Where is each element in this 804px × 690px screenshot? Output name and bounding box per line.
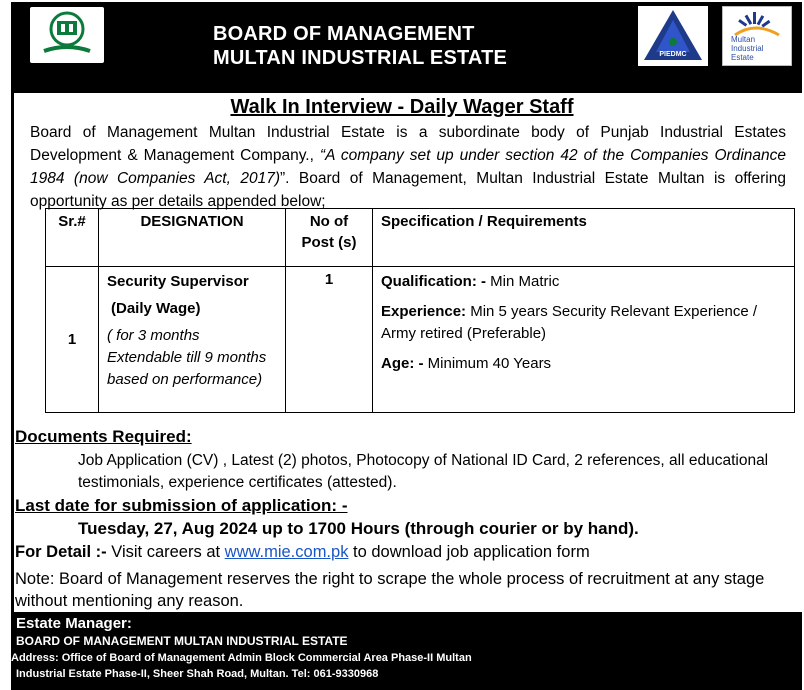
row-spec xyxy=(373,267,795,413)
table-row xyxy=(46,267,795,413)
header-title-line2: MULTAN INDUSTRIAL ESTATE xyxy=(213,47,508,69)
table-header-row xyxy=(46,209,795,267)
header-posts: No of Post (s) xyxy=(286,209,373,267)
footer-estate-manager: Estate Manager: xyxy=(16,615,132,632)
documents-heading: Documents Required: xyxy=(15,427,192,446)
header-designation: DESIGNATION xyxy=(99,209,286,267)
note-text: Note: Board of Management reserves the right to scrape the whole process of recruitment at any stage without mentioning any reason. xyxy=(15,570,765,610)
detail-line: For Detail :- Visit careers at www.mie.com.pk to download job application form xyxy=(15,543,590,561)
header-title xyxy=(213,22,507,70)
mie-logo-text: Multan Industrial Estate xyxy=(731,35,764,62)
piedmc-logo-text: PIEDMC xyxy=(659,51,687,58)
last-date-heading: Last date for submission of application: - xyxy=(15,496,348,515)
page-title: Walk In Interview - Daily Wager Staff xyxy=(230,96,574,118)
intro-italic-quote: “A company set up under section 42 of the Companies Ordinance 1984 (now Companies Act, 2017) xyxy=(30,147,786,187)
website-link[interactable]: www.mie.com.pk xyxy=(224,543,349,561)
row-posts: 1 xyxy=(286,267,373,413)
experience: Experience: Min 5 years Security Relevant Experience / Army retired (Preferable) xyxy=(381,303,758,342)
header-banner xyxy=(11,2,802,93)
mie-logo-icon xyxy=(722,6,792,66)
punjab-logo-icon xyxy=(30,7,104,63)
header-sr: Sr.# xyxy=(46,209,99,267)
intro-paragraph: Board of Management Multan Industrial Estate is a subordinate body of Punjab Industrial Estates Development & Management Company., “A company set up under section 42 of the Companies Ordinance 1984 (now Companies Act, 2017)”. Board of Management, Multan Industrial Estate Multan is offering opportunity as per details appended below; xyxy=(30,124,786,210)
header-title-line1: BOARD OF MANAGEMENT xyxy=(213,23,475,45)
footer-address-line2: Industrial Estate Phase-II, Sheer Shah Road, Multan. Tel: 061-9330968 xyxy=(16,668,379,680)
requirements-table xyxy=(45,208,795,413)
row-designation xyxy=(99,267,286,413)
designation-note: ( for 3 months Extendable till 9 months based on performance) xyxy=(107,327,267,388)
footer-address-line1: Address: Office of Board of Management Admin Block Commercial Area Phase-II Multan xyxy=(11,652,472,664)
documents-text: Job Application (CV) , Latest (2) photos, Photocopy of National ID Card, 2 references, all educational testimonials, experience certificates (attested). xyxy=(78,452,769,491)
footer-board-name: BOARD OF MANAGEMENT MULTAN INDUSTRIAL ESTATE xyxy=(16,634,348,648)
qualification: Qualification: - Min Matric xyxy=(381,273,560,290)
row-sr: 1 xyxy=(46,267,99,413)
designation-title: Security Supervisor xyxy=(107,273,249,290)
piedmc-logo-icon xyxy=(638,6,708,66)
header-spec: Specification / Requirements xyxy=(373,209,795,267)
footer-banner xyxy=(11,612,802,690)
deadline-text: Tuesday, 27, Aug 2024 up to 1700 Hours (through courier or by hand). xyxy=(78,519,639,538)
left-border-bar xyxy=(11,93,14,613)
designation-sub: (Daily Wage) xyxy=(111,300,201,317)
age: Age: - Minimum 40 Years xyxy=(381,355,552,372)
